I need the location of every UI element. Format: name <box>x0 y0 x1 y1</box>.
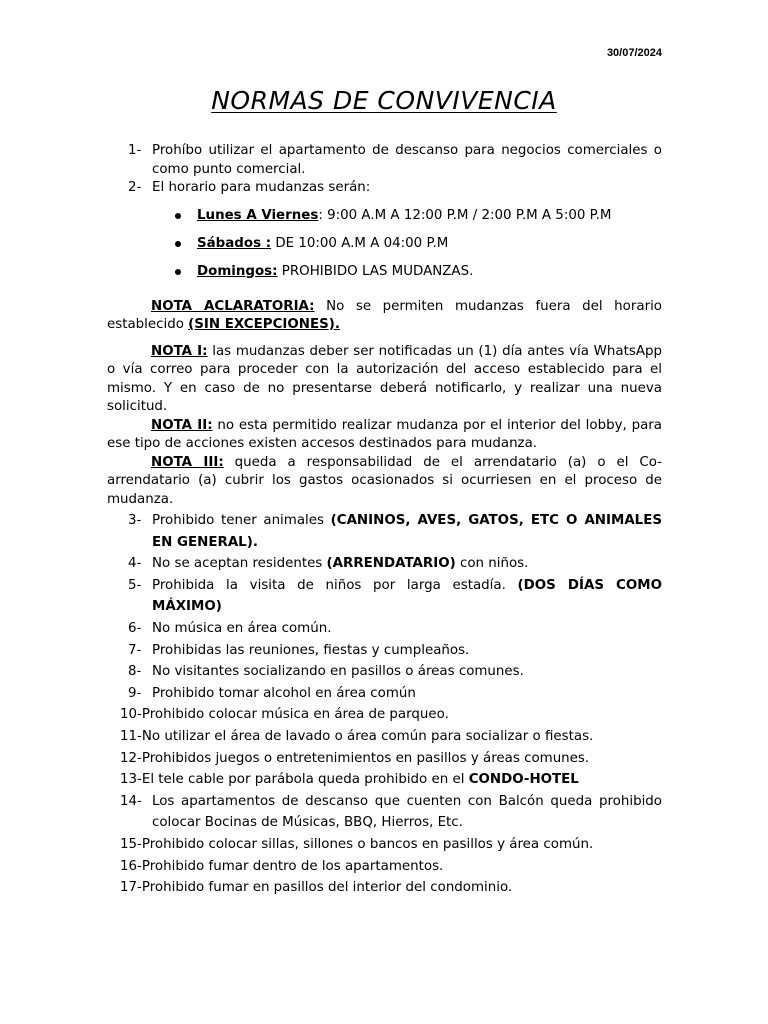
note-label: NOTA I: <box>151 343 208 359</box>
rule-12: 12-Prohibidos juegos o entretenimientos en pasillos y áreas comunes. <box>120 750 590 766</box>
rule-text: 13-El tele cable por parábola queda prohibido en el <box>120 772 469 788</box>
note-emphasis: (SIN EXCEPCIONES). <box>188 317 340 332</box>
rule-number: 6- <box>128 620 142 636</box>
rule-text: Prohibido tener animales <box>152 513 331 528</box>
rule-10: 10-Prohibido colocar música en área de parqueo. <box>120 707 449 723</box>
rule-emphasis: (CANINOS, AVES, GATOS, ETC O ANIMALES EN GENERAL). <box>152 513 663 550</box>
bullet-icon <box>175 213 181 219</box>
rule-9 <box>107 683 662 705</box>
note-1 <box>107 343 662 417</box>
note-text: no esta permitido realizar mudanza por el interior del lobby, para ese tipo de acciones existen accesos destinados para mudanza. <box>107 417 663 451</box>
note-text: No se permiten mudanzas fuera del horario establecido <box>107 298 662 332</box>
rule-text: No se aceptan residentes <box>152 556 327 572</box>
rule-3 <box>107 510 662 553</box>
note-label: NOTA II: <box>151 417 213 433</box>
rule-1 <box>107 142 662 179</box>
schedule-list <box>107 202 662 286</box>
rule-emphasis: CONDO-HOTEL <box>468 772 579 788</box>
bullet-icon <box>175 269 181 275</box>
rule-4 <box>107 553 662 575</box>
schedule-saturday <box>107 230 662 258</box>
rule-number: 9- <box>128 685 142 701</box>
rule-number: 1- <box>128 143 142 158</box>
rule-text: Prohibido tomar alcohol en área común <box>152 685 416 701</box>
rule-7 <box>107 640 662 662</box>
rule-6 <box>107 618 662 640</box>
rule-number: 3- <box>128 513 142 528</box>
document-title: NORMAS DE CONVIVENCIA <box>211 86 557 115</box>
rule-number: 8- <box>128 664 142 680</box>
schedule-separator: : <box>318 207 323 223</box>
rule-2 <box>107 179 662 198</box>
note-label: NOTA ACLARATORIA: <box>151 298 315 314</box>
schedule-label: Sábados : <box>197 235 272 251</box>
schedule-value: 9:00 A.M A 12:00 P.M / 2:00 P.M A 5:00 P.M <box>322 207 612 223</box>
rule-text-tail: con niños. <box>455 556 529 572</box>
schedule-weekdays <box>107 202 662 230</box>
rule-emphasis: (DOS DÍAS COMO MÁXIMO) <box>152 577 662 615</box>
rule-5 <box>107 575 662 618</box>
rule-16: 16-Prohibido fumar dentro de los apartamentos. <box>120 858 444 874</box>
note-2 <box>107 417 662 454</box>
document-body <box>107 142 662 899</box>
rule-text: Prohibida la visita de niños por larga estadía. <box>152 577 518 593</box>
rule-text: Prohíbo utilizar el apartamento de descanso para negocios comerciales o como punto comercial. <box>152 143 662 177</box>
note-label: NOTA III: <box>151 454 224 470</box>
rule-text: Los apartamentos de descanso que cuenten con Balcón queda prohibido colocar Bocinas de Músicas, BBQ, Hierros, Etc. <box>152 793 662 831</box>
note-text: queda a responsabilidad de el arrendatario (a) o el Co-arrendatario (a) cubrir los gastos ocasionados si ocurriesen en el proceso de mudanza. <box>107 454 662 507</box>
rule-number: 14- <box>120 793 142 809</box>
rule-17: 17-Prohibido fumar en pasillos del interior del condominio. <box>120 880 513 896</box>
schedule-sunday <box>107 258 662 286</box>
bullet-icon <box>175 241 181 247</box>
rule-8 <box>107 661 662 683</box>
rule-number: 7- <box>128 642 142 658</box>
rule-11: 11-No utilizar el área de lavado o área común para socializar o fiestas. <box>120 728 594 744</box>
schedule-value: PROHIBIDO LAS MUDANZAS. <box>277 263 474 279</box>
rule-text: No visitantes socializando en pasillos o áreas comunes. <box>152 664 524 680</box>
rules-list <box>107 510 662 899</box>
rule-number: 4- <box>128 556 142 572</box>
rule-number: 5- <box>128 577 142 593</box>
rule-text: Prohibidas las reuniones, fiestas y cumpleaños. <box>152 642 470 658</box>
rule-number: 2- <box>128 180 142 195</box>
rule-13 <box>107 769 662 791</box>
rule-15: 15-Prohibido colocar sillas, sillones o bancos en pasillos y área común. <box>120 836 594 852</box>
rule-14 <box>107 791 662 834</box>
rule-text: El horario para mudanzas serán: <box>152 180 371 195</box>
rule-text: No música en área común. <box>152 620 332 636</box>
note-3 <box>107 454 662 510</box>
note-aclaratoria <box>107 298 662 335</box>
document-date: 30/07/2024 <box>606 47 662 59</box>
note-text: las mudanzas deber ser notificadas un (1) día antes vía WhatsApp o vía correo para proceder con la autorización del acceso establecido para el mismo. Y en caso de no presentarse deberá notificarlo, y realizar una nueva solicitud. <box>107 343 663 414</box>
rule-emphasis: (ARRENDATARIO) <box>326 556 456 572</box>
schedule-label: Lunes A Viernes <box>197 207 319 223</box>
schedule-label: Domingos: <box>197 263 278 279</box>
schedule-value: DE 10:00 A.M A 04:00 P.M <box>271 235 449 251</box>
